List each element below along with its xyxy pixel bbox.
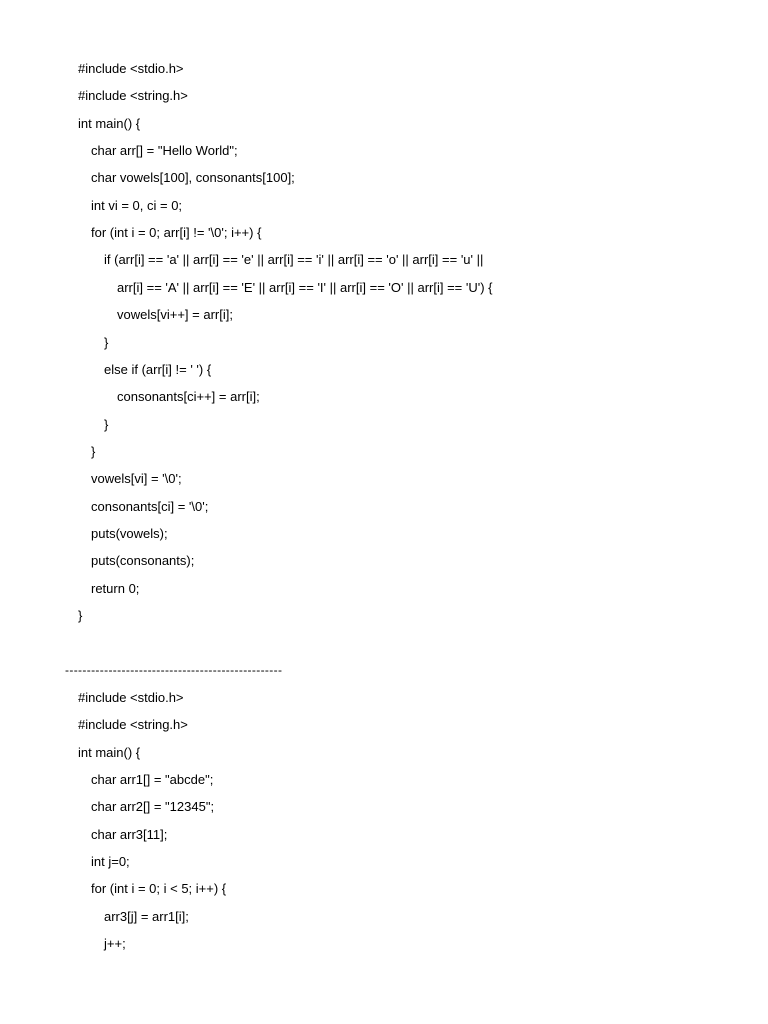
code-line: for (int i = 0; arr[i] != '\0'; i++) { [91, 225, 262, 241]
code-line: puts(vowels); [91, 525, 168, 541]
code-line: char arr[] = "Hello World"; [91, 143, 238, 159]
code-line: char arr1[] = "abcde"; [91, 772, 214, 788]
code-line: vowels[vi] = '\0'; [91, 471, 182, 487]
code-line: #include <stdio.h> [78, 61, 184, 76]
code-line: int main() { [78, 744, 141, 760]
code-line: char arr3[11]; [91, 826, 168, 842]
code-line: } [91, 443, 96, 459]
code-line: int j=0; [91, 854, 130, 870]
code-line: consonants[ci] = '\0'; [91, 498, 209, 514]
code-line: int main() { [78, 115, 141, 131]
code-line: #include <stdio.h> [78, 690, 184, 705]
code-line: return 0; [91, 580, 140, 596]
code-line: char vowels[100], consonants[100]; [91, 170, 295, 186]
code-line: j++; [104, 936, 126, 952]
code-line: #include <string.h> [78, 88, 188, 104]
code-line: consonants[ci++] = arr[i]; [117, 389, 260, 405]
code-line: arr3[j] = arr1[i]; [104, 908, 189, 924]
code-line: if (arr[i] == 'a' || arr[i] == 'e' || arr[i] == 'i' || arr[i] == 'o' || arr[i] == 'u' || [104, 252, 484, 268]
code-line: int vi = 0, ci = 0; [91, 197, 183, 213]
code-line: char arr2[] = "12345"; [91, 799, 215, 815]
separator-line: -------------------------------------------------- [65, 663, 283, 677]
code-line: puts(consonants); [91, 553, 195, 569]
code-line: } [104, 334, 109, 350]
code-line: #include <string.h> [78, 717, 188, 733]
code-line: } [104, 416, 109, 432]
code-line: arr[i] == 'A' || arr[i] == 'E' || arr[i] == 'I' || arr[i] == 'O' || arr[i] == 'U') { [117, 279, 493, 295]
code-line: for (int i = 0; i < 5; i++) { [91, 881, 227, 897]
code-line: else if (arr[i] != ' ') { [104, 361, 212, 377]
code-line: } [78, 608, 83, 623]
code-line: vowels[vi++] = arr[i]; [117, 307, 233, 323]
